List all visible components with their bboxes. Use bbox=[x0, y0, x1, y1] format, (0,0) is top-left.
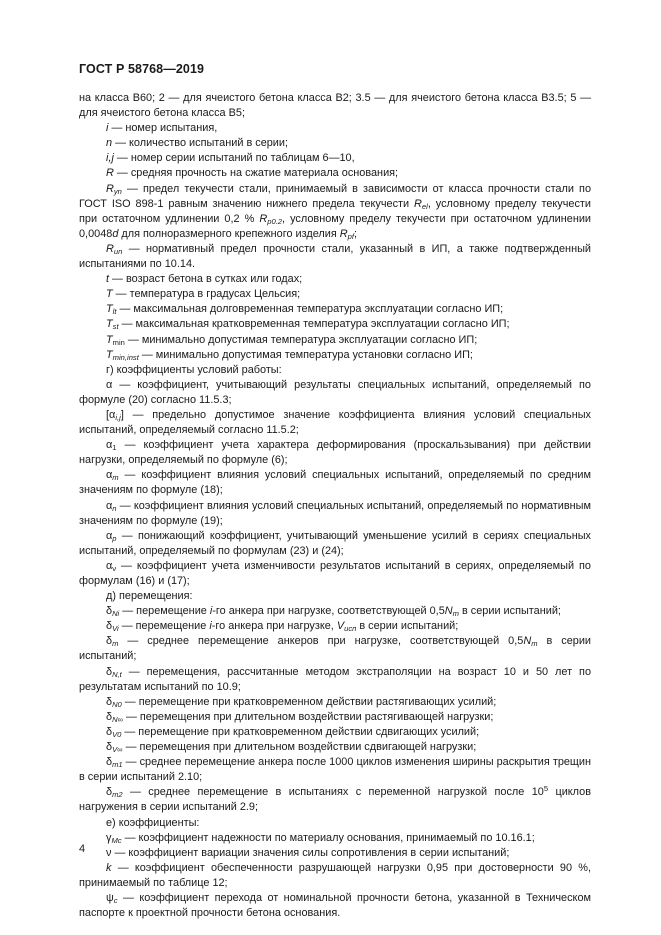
def-Tmin: $T_{min}$ — минимально допустимая температура эксплуатации согласно ИП; bbox=[106, 333, 478, 347]
def-t: t — возраст бетона в сутках или годах; bbox=[106, 273, 303, 286]
def-R: R — средняя прочность на сжатие материала основания; bbox=[106, 167, 399, 180]
def-alpha-p: $\alpha_p$ — понижающий коэффициент, учитывающий уменьшение усилий в сериях специальных испытаний, определяемый по формулам (23) и (24); bbox=[79, 529, 591, 557]
def-alpha-n: $\alpha_n$ — коэффициент влияния условий специальных испытаний, определяемый по нормативным значениям по формуле (19); bbox=[79, 499, 591, 527]
def-delta-m1: $\delta_{m1}$ — среднее перемещение анкера после 1000 циклов изменения ширины раскрытия трещин в серии испытаний 2.10; bbox=[79, 756, 591, 784]
def-alpha-1: $\alpha_1$ — коэффициент учета характера деформирования (проскальзывания) при действии нагрузки, определяемый по формуле (6); bbox=[79, 439, 591, 467]
section-g-heading: г) коэффициенты условий работы: bbox=[106, 363, 282, 376]
def-delta-m2: $\delta_{m2}$ — среднее перемещение в испытаниях с переменной нагрузкой после $10^5$ циклов нагружения в серии испытаний 2.9; bbox=[79, 784, 591, 814]
def-delta-Vi: $\delta_{Vi}$ — перемещение i-го анкера при нагрузке, $V_{исп}$ в серии испытаний; bbox=[106, 620, 459, 634]
def-psi-c: $\psi_c$ — коэффициент перехода от номинальной прочности бетона, указанной в Техническом паспорте к проектной прочности бетона основания. bbox=[79, 891, 591, 920]
paragraph-concrete-classes: на класса B60; 2 — для ячеистого бетона класса B2; 3.5 — для ячеистого бетона класса B3.5; 5 — для ячеистого бетона класса B5; bbox=[79, 92, 591, 120]
def-alpha-ij: $[\alpha_{i,j}]$ — предельно допустимое значение коэффициента влияния условий специальных испытаний, определяемый согласно 11.5.2; bbox=[79, 408, 591, 437]
def-alpha: α — коэффициент, учитывающий результаты специальных испытаний, определяемый по формуле (20) согласно 11.5.3; bbox=[79, 378, 591, 406]
def-Tmin-inst: $T_{min,inst}$ — минимально допустимая температура установки согласно ИП; bbox=[106, 348, 473, 362]
def-delta-V0: $\delta_{V0}$ — перемещение при кратковременном действии сдвигающих усилий; bbox=[106, 725, 480, 739]
def-alpha-m: $\alpha_m$ — коэффициент влияния условий специальных испытаний, определяемый по средним значениям по формуле (18); bbox=[79, 469, 591, 497]
def-Run: $R_{un}$ — нормативный предел прочности стали, указанный в ИП, а также подтвержденный испытаниями по 10.14. bbox=[79, 242, 591, 271]
document-body bbox=[79, 91, 591, 921]
def-delta-Ni: $\delta_{Ni}$ — перемещение i-го анкера при нагрузке, соответствующей $0,5N_m$ в серии испытаний; bbox=[106, 605, 561, 619]
def-Tst: $T_{st}$ — максимальная кратковременная температура эксплуатации согласно ИП; bbox=[106, 318, 510, 332]
def-delta-Vinf: $\delta_{V\infty}$ — перемещения при длительном воздействии сдвигающей нагрузки; bbox=[106, 741, 477, 755]
document-header: ГОСТ Р 58768—2019 bbox=[79, 62, 205, 76]
def-delta-m: $\delta_m$ — среднее перемещение анкеров при нагрузке, соответствующей $0,5N_m$ в серии испытаний; bbox=[79, 635, 591, 663]
def-delta-N0: $\delta_{N0}$ — перемещение при кратковременном действии растягивающих усилий; bbox=[106, 695, 497, 709]
def-gamma-Mc: $\gamma_{Mc}$ — коэффициент надежности по материалу основания, принимаемый по 10.16.1; bbox=[106, 831, 535, 845]
def-n: n — количество испытаний в серии; bbox=[106, 137, 289, 150]
def-nu: ν — коэффициент вариации значения силы сопротивления в серии испытаний; bbox=[106, 846, 510, 859]
def-Ryn: $R_{yn}$ — предел текучести стали, принимаемый в зависимости от класса прочности стали по ГОСТ ISO 898-1 равным значению нижнего предела текучести $R_{el}$, условному пределу текучести при остаточном удлинении 0,2 % $R_{p0.2}$, условному пределу текучести при остаточном удлинении 0,0048d для полноразмерного крепежного изделия $R_{pf}$; bbox=[79, 182, 591, 241]
def-i: i — номер испытания, bbox=[106, 122, 218, 135]
def-delta-Ninf: $\delta_{N\infty}$ — перемещения при длительном воздействии растягивающей нагрузки; bbox=[106, 710, 494, 724]
def-ij: i,j — номер серии испытаний по таблицам 6—10, bbox=[106, 152, 355, 165]
section-e-heading: е) коэффициенты: bbox=[106, 816, 200, 829]
def-delta-Nt: $\delta_{N,t}$ — перемещения, рассчитанные методом экстраполяции на возраст 10 и 50 лет по результатам испытаний по 10.9; bbox=[79, 665, 591, 693]
section-d-heading: д) перемещения: bbox=[106, 590, 193, 603]
def-T: T — температура в градусах Цельсия; bbox=[106, 288, 301, 301]
def-k: k — коэффициент обеспеченности разрушающей нагрузки 0,95 при достоверности 90 %, принимаемый по таблице 12; bbox=[79, 861, 591, 889]
def-Tlt: $T_{lt}$ — максимальная долговременная температура эксплуатации согласно ИП; bbox=[106, 303, 504, 317]
def-alpha-v: $\alpha_\nu$ — коэффициент учета изменчивости результатов испытаний в сериях, определяемый по формулам (16) и (17); bbox=[79, 559, 591, 587]
page-number: 4 bbox=[79, 843, 86, 855]
